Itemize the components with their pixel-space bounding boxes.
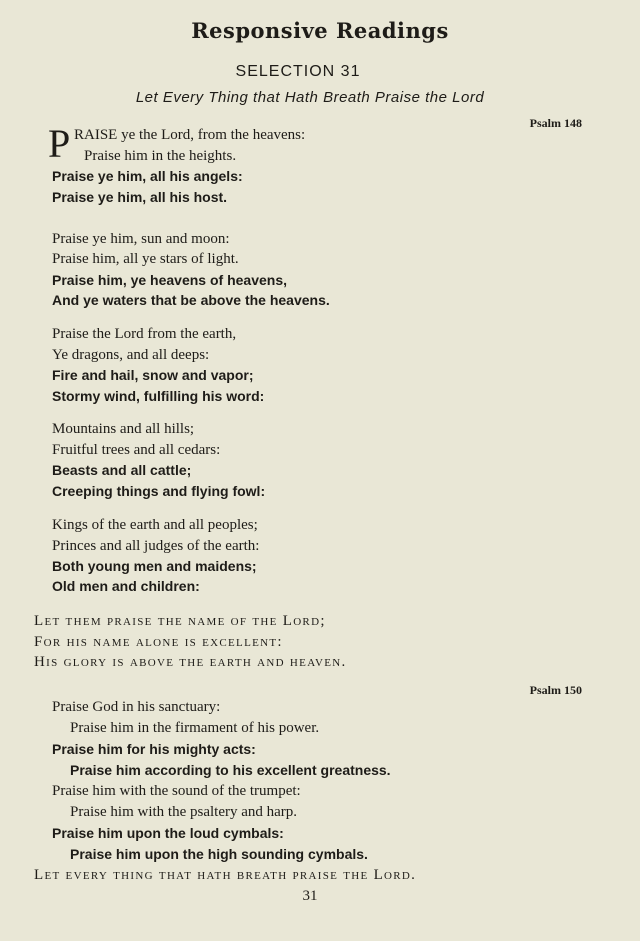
reading-line: And ye waters that be above the heavens. — [52, 292, 330, 308]
reading-line: Praise him upon the high sounding cymbals. — [70, 846, 368, 862]
reading-line: Praise God in his sanctuary: — [52, 699, 221, 715]
reading-line: RAISE ye the Lord, from the heavens: — [74, 127, 306, 143]
reading-line: Praise him with the sound of the trumpet: — [52, 783, 301, 799]
reading-line: Praise him, all ye stars of light. — [52, 251, 239, 267]
reading-line: Let every thing that hath breath praise the Lord. — [34, 867, 417, 883]
drop-cap: P — [48, 121, 71, 166]
reading-line: Praise him with the psaltery and harp. — [70, 804, 298, 820]
reading-line: Both young men and maidens; — [52, 558, 257, 574]
reading-line: Praise ye him, sun and moon: — [52, 231, 230, 247]
reading-line: His glory is above the earth and heaven. — [34, 654, 347, 670]
reading-line: Fruitful trees and all cedars: — [52, 442, 221, 458]
reading-line: Praise him upon the loud cymbals: — [52, 825, 284, 841]
page-header: Responsive Readings — [191, 18, 449, 43]
reading-line: Beasts and all cattle; — [52, 462, 192, 478]
reading-line: Mountains and all hills; — [52, 421, 195, 437]
reading-line: Praise him in the firmament of his power. — [70, 720, 320, 736]
selection-title: SELECTION 31 — [235, 63, 361, 80]
reading-line: Praise him according to his excellent greatness. — [70, 762, 391, 778]
psalm-reference-150: Psalm 150 — [529, 683, 582, 697]
psalm-reference-148: Psalm 148 — [529, 116, 582, 130]
reading-line: Old men and children: — [52, 578, 200, 594]
reading-line: Fire and hail, snow and vapor; — [52, 367, 254, 383]
reading-line: Kings of the earth and all peoples; — [52, 517, 258, 533]
reading-line: Praise him for his mighty acts: — [52, 741, 256, 757]
reading-line: Creeping things and flying fowl: — [52, 483, 266, 499]
reading-line: For his name alone is excellent: — [34, 634, 283, 650]
reading-line: Stormy wind, fulfilling his word: — [52, 388, 265, 404]
selection-subtitle: Let Every Thing that Hath Breath Praise the Lord — [135, 89, 485, 106]
reading-line: Praise ye him, all his host. — [52, 189, 228, 205]
reading-line: Ye dragons, and all deeps: — [52, 347, 210, 363]
page-number: 31 — [302, 888, 318, 904]
reading-line: Praise him, ye heavens of heavens, — [52, 272, 288, 288]
reading-line: Praise the Lord from the earth, — [52, 326, 237, 342]
reading-line: Praise him in the heights. — [84, 148, 237, 164]
reading-line: Princes and all judges of the earth: — [52, 538, 260, 554]
reading-line: Let them praise the name of the Lord; — [34, 613, 326, 629]
reading-line: Praise ye him, all his angels: — [52, 168, 243, 184]
